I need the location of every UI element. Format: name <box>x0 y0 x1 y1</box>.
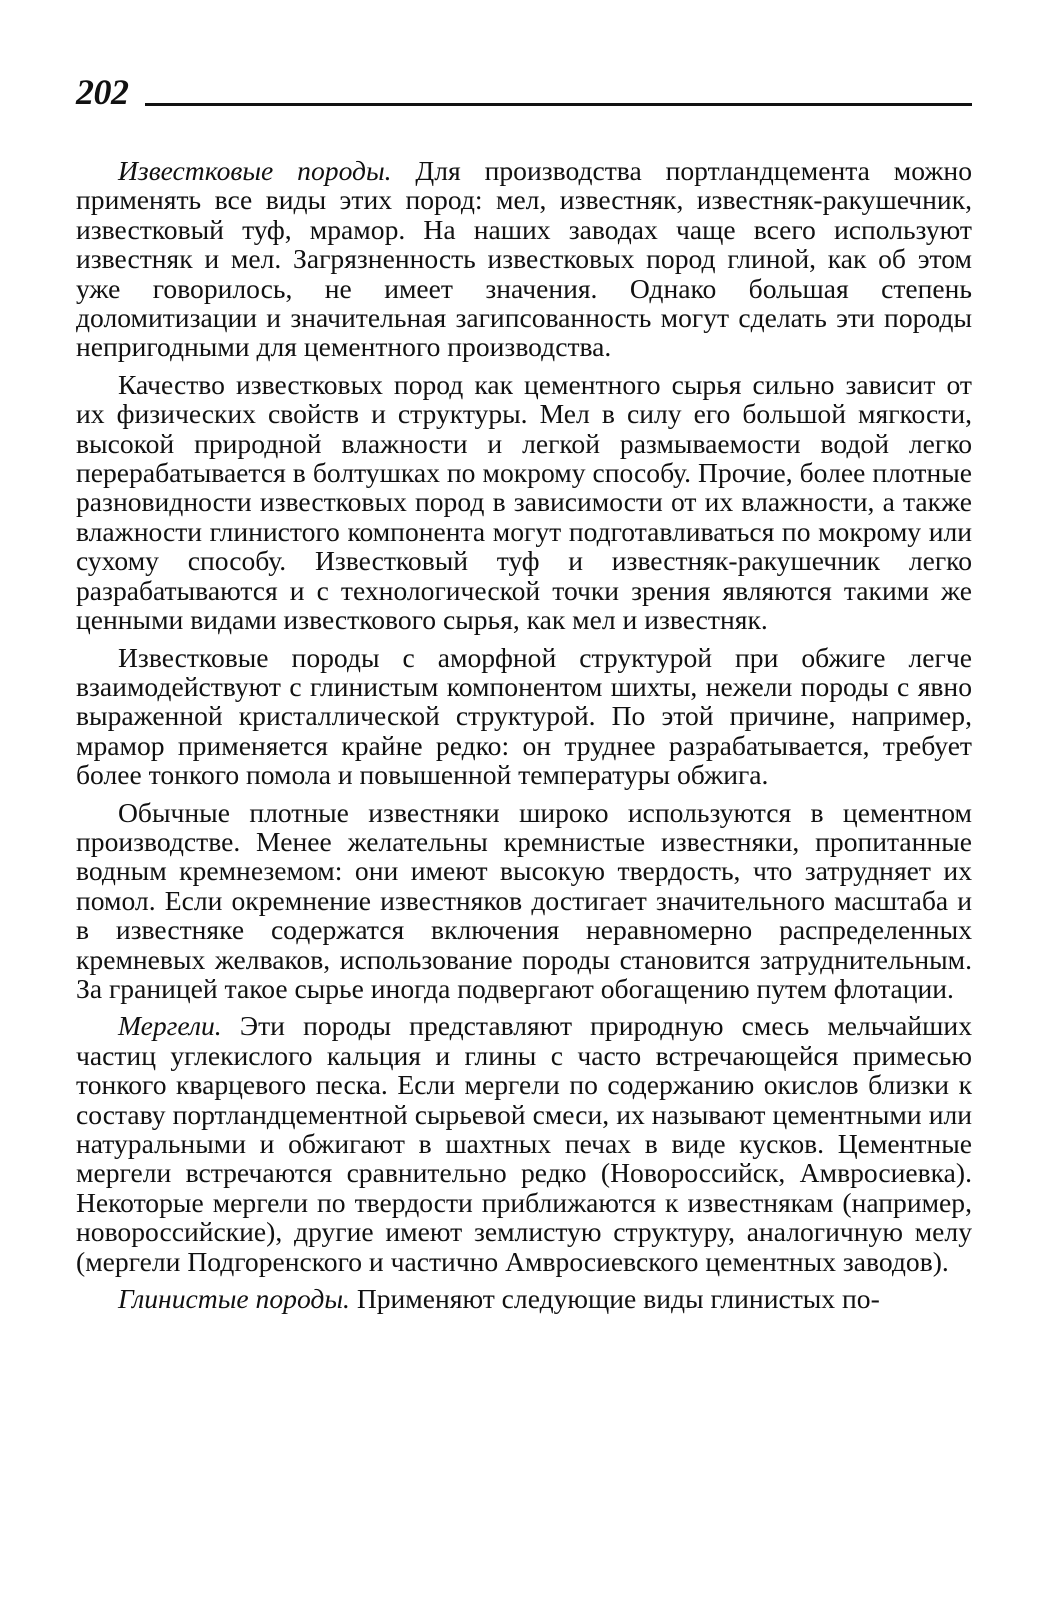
paragraph-text: Применяют следующие виды глинистых по- <box>349 1283 880 1315</box>
paragraph-text: Эти породы представляют природную смесь мельчайших частиц углекислого кальция и глины с часто встречающейся примесью тонкого кварцевого песка. Если мергели по содержанию окислов близки к составу портландцементной сырьевой смеси, их называют цементными или натуральными и обжигают в шахтных печах в виде кусков. Цементные мергели встречаются сравнительно редко (Новороссийск, Амвросиевка). Некоторые мергели по твердости приближаются к известнякам (например, новороссийские), другие имеют землистую структуру, аналогичную мелу (мергели Подгоренского и частично Амвросиевского цементных заводов). <box>76 1010 972 1277</box>
page-number: 202 <box>76 72 129 112</box>
paragraph-clay <box>76 1284 972 1313</box>
paragraph-quality <box>76 370 972 635</box>
body-text <box>76 156 972 1313</box>
header-rule <box>145 103 973 106</box>
paragraph-lead: Известковые породы. <box>118 155 392 186</box>
paragraph-dense-limestone <box>76 798 972 1004</box>
paragraph-amorphous <box>76 643 972 790</box>
paragraph-lead: Мергели. <box>118 1010 222 1042</box>
paragraph-limestone <box>76 156 972 362</box>
paragraph-text: Качество известковых пород как цементного сырья сильно зависит от их физических свойств и структуры. Мел в силу его большой мягкости, высокой природной влажности и легкой размываемости водой легко перерабатывается в болтушках по мокрому способу. Прочие, более плотные разновидности известковых пород в зависимости от их влажности, а также влажности глинистого компонента могут подготавливаться по мокрому или сухому способу. Известковый туф и известняк-ракушечник легко разрабатываются и с технологической точки зрения являются такими же ценными видами известкового сырья, как мел и известняк. <box>76 368 972 636</box>
paragraph-text: Известковые породы с аморфной структурой при обжиге легче взаимодействуют с глинистым компонентом шихты, нежели породы с явно выраженной кристаллической структурой. По этой причине, например, мрамор применяется крайне редко: он труднее разрабатывается, требует более тонкого помола и повышенной температуры обжига. <box>76 641 972 791</box>
paragraph-marls <box>76 1011 972 1276</box>
paragraph-text: Обычные плотные известняки широко используются в цементном производстве. Менее желательны кремнистые известняки, пропитанные водным кремнеземом: они имеют высокую твердость, что затрудняет их помол. Если окремнение известняков достигает значительного масштаба и в известняке содержатся включения неравномерно распределенных кремневых желваков, использование породы становится затруднительным. За границей такое сырье иногда подвергают обогащению путем флотации. <box>76 796 972 1004</box>
paragraph-text: Для производства портландцемента можно применять все виды этих пород: мел, известняк, известняк-ракушечник, известковый туф, мрамор. На наших заводах чаще всего используют известняк и мел. Загрязненность известковых пород глиной, как об этом уже говорилось, не имеет значения. Однако большая степень доломитизации и значительная загипсованность могут сделать эти породы непригодными для цементного производства. <box>76 155 972 363</box>
page-header <box>76 70 972 110</box>
paragraph-lead: Глинистые породы. <box>118 1283 350 1315</box>
document-page <box>76 70 972 1321</box>
